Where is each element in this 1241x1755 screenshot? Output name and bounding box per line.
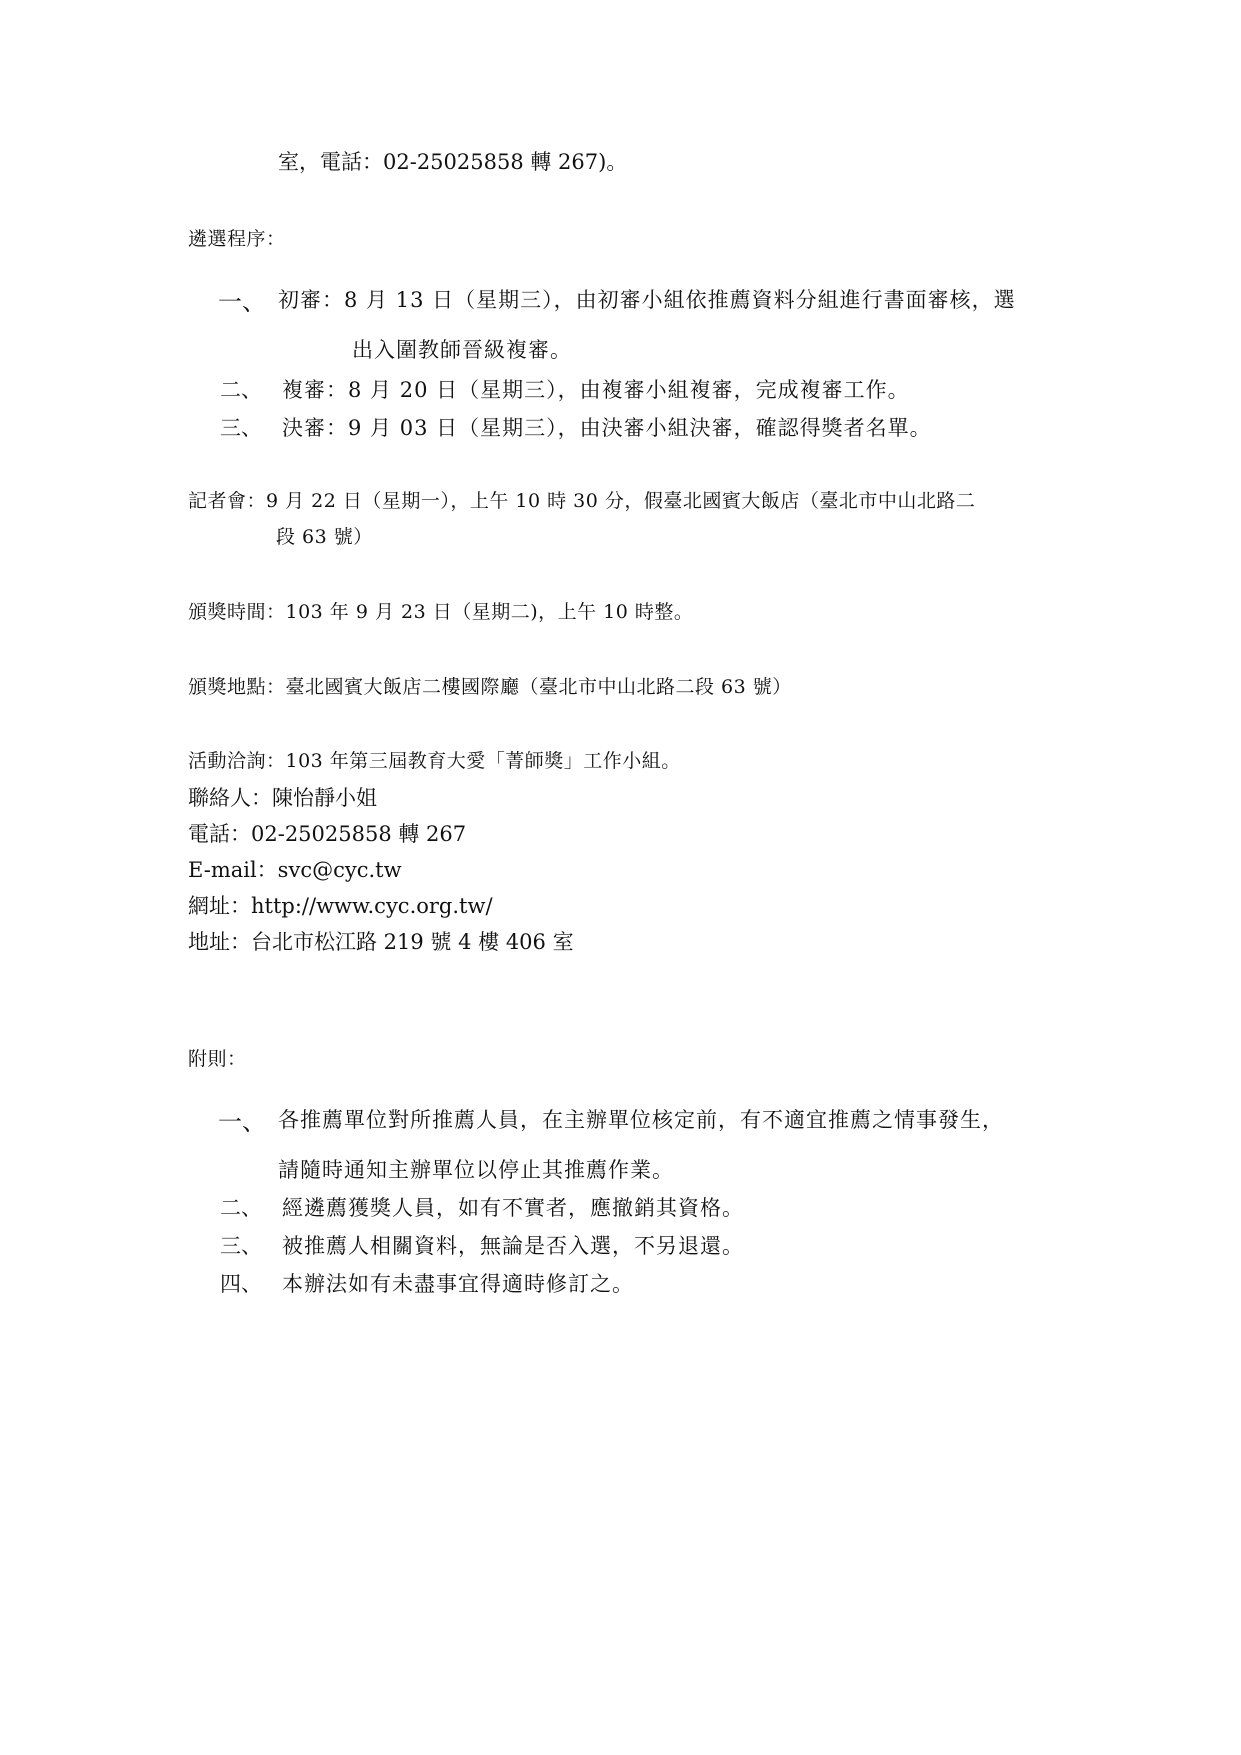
appendix-item-4-text: 本辦法如有未盡事宜得適時修訂之。 bbox=[282, 1272, 634, 1296]
appendix-item-2-text: 經遴薦獲獎人員，如有不實者，應撤銷其資格。 bbox=[282, 1196, 744, 1220]
selection-item-3-text: 決審：9 月 03 日（星期三），由決審小組決審，確認得獎者名單。 bbox=[282, 416, 932, 440]
contact-phone: 電話：02-25025858 轉 267 bbox=[188, 822, 467, 846]
appendix-item-4-number: 四、 bbox=[220, 1272, 262, 1296]
contact-email: E-mail：svc@cyc.tw bbox=[188, 858, 402, 882]
continued-line: 室，電話：02-25025858 轉 267)。 bbox=[278, 150, 628, 174]
selection-item-3-number: 三、 bbox=[220, 416, 262, 440]
appendix-item-3-number: 三、 bbox=[220, 1234, 262, 1258]
selection-item-2-text: 複審：8 月 20 日（星期三），由複審小組複審，完成複審工作。 bbox=[282, 378, 910, 402]
selection-item-1-number: 一、 bbox=[218, 288, 266, 316]
appendix-item-1-number: 一、 bbox=[218, 1108, 266, 1136]
press-conference-line-2: 段 63 號） bbox=[276, 526, 373, 548]
selection-item-2-number: 二、 bbox=[220, 378, 262, 402]
appendix-heading: 附則： bbox=[188, 1048, 247, 1070]
contact-website: 網址：http://www.cyc.org.tw/ bbox=[188, 894, 493, 918]
contact-person: 聯絡人：陳怡靜小姐 bbox=[188, 786, 377, 810]
appendix-item-3-text: 被推薦人相關資料，無論是否入選，不另退還。 bbox=[282, 1234, 744, 1258]
appendix-item-2-number: 二、 bbox=[220, 1196, 262, 1220]
press-conference-line-1: 記者會：9 月 22 日（星期一），上午 10 時 30 分，假臺北國賓大飯店（臺北市中山北路二 bbox=[188, 490, 976, 512]
award-place: 頒獎地點：臺北國賓大飯店二樓國際廳（臺北市中山北路二段 63 號） bbox=[188, 676, 792, 698]
selection-item-1-continuation: 出入圍教師晉級複審。 bbox=[352, 338, 572, 362]
contact-inquiry: 活動洽詢：103 年第三屆教育大愛「菁師獎」工作小組。 bbox=[188, 750, 681, 772]
appendix-item-1-continuation: 請隨時通知主辦單位以停止其推薦作業。 bbox=[278, 1158, 674, 1182]
selection-item-1-text: 初審：8 月 13 日（星期三），由初審小組依推薦資料分組進行書面審核，選 bbox=[278, 288, 1016, 312]
contact-address: 地址：台北市松江路 219 號 4 樓 406 室 bbox=[188, 930, 574, 954]
appendix-item-1-text: 各推薦單位對所推薦人員，在主辦單位核定前，有不適宜推薦之情事發生， bbox=[278, 1108, 1004, 1132]
selection-heading: 遴選程序： bbox=[188, 228, 286, 250]
award-time: 頒獎時間：103 年 9 月 23 日（星期二)，上午 10 時整。 bbox=[188, 601, 694, 623]
